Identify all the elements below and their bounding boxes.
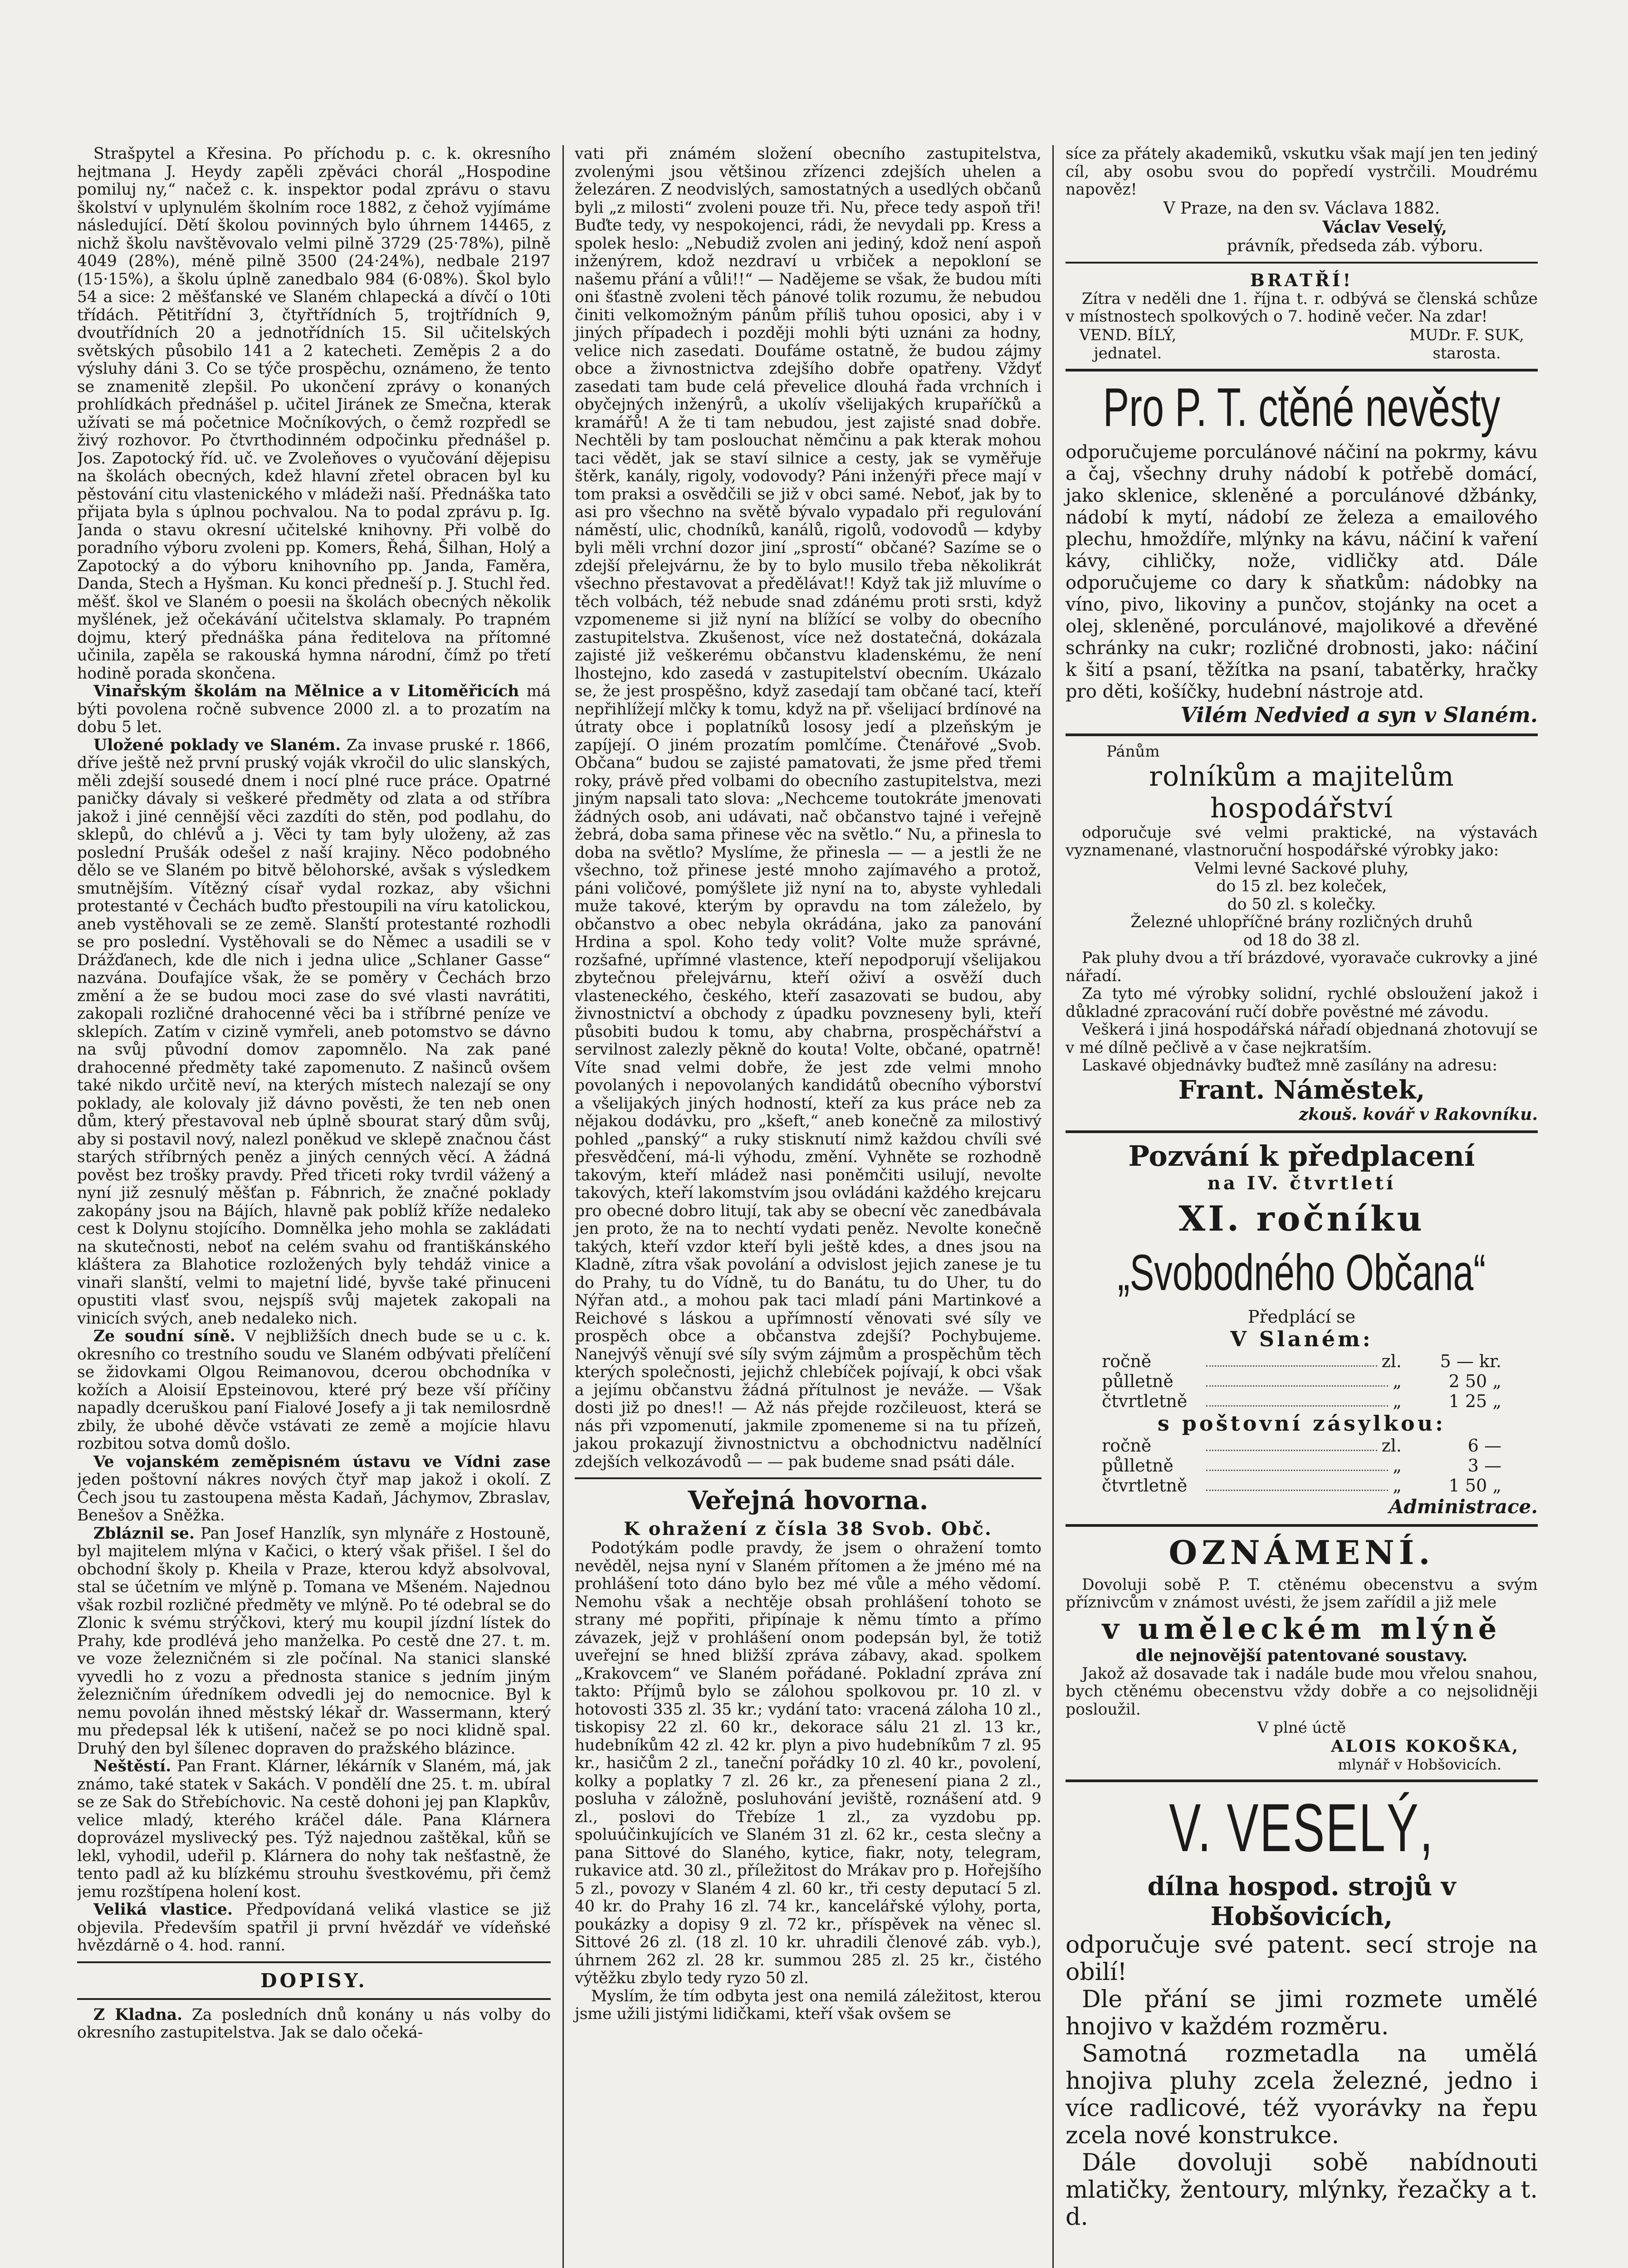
signature-name: Václav Veselý, bbox=[1322, 217, 1447, 237]
divider bbox=[1066, 1779, 1538, 1782]
price-value: 6 — bbox=[1467, 1435, 1501, 1456]
section-subtitle-ohrazeni: K ohražení z čísla 38 Svob. Obč. bbox=[624, 1518, 992, 1540]
article-moudremu: síce za přátely akademiků, vskutku však mají jen ten jediný cíl, aby osobu svou do popředí vystrčili. Moudrému napověz! bbox=[1066, 145, 1538, 199]
price-unit: „ bbox=[1393, 1455, 1402, 1476]
column-1 bbox=[77, 145, 562, 2268]
article-heading: Ze soudní síně. bbox=[93, 1327, 235, 1345]
article-vlastice bbox=[77, 1901, 551, 1955]
price-label: půlletně bbox=[1102, 1455, 1173, 1476]
ad-title-pozvani: Pozvání k předplacení bbox=[1128, 1139, 1475, 1173]
article-heading: Veliká vlastice. bbox=[93, 1901, 233, 1919]
ad-signature-kokoska-place: mlynář v Hobšovicích. bbox=[1338, 1756, 1501, 1773]
price-value: 3 — bbox=[1467, 1455, 1501, 1476]
ad-line: Pak pluhy dvou a tří brázdové, vyoravače cukrovky a jiné nářadí. bbox=[1066, 949, 1538, 985]
signature-left-name: VEND. BÍLÝ, bbox=[1079, 326, 1177, 344]
divider bbox=[1066, 1524, 1538, 1527]
article-ulozene-poklady bbox=[77, 737, 551, 1328]
price-row bbox=[1102, 1476, 1501, 1496]
notice-title: BRATŘÍ! bbox=[1250, 269, 1354, 290]
ad-signature-place: zkouš. kovář v Rakovníku. bbox=[1299, 1105, 1538, 1124]
ad-line: Veškerá i jiná hospodářská nářadí objednaná zhotovují se v mé dílně pečlivě a v čase nejkratším. bbox=[1066, 1021, 1538, 1057]
article-heading: Zbláznil se. bbox=[93, 1524, 195, 1543]
price-list-post bbox=[1066, 1436, 1538, 1496]
ad-line: Železné uhlopříčné brány rozličných druhů bbox=[1130, 913, 1473, 931]
dateline: V Praze, na den sv. Václava 1882. bbox=[1163, 199, 1440, 218]
notice-text: Zítra v neděli dne 1. října t. r. odbývá se členská schůze v místnostech spolkových o 7. hodině večer. Na zdar! bbox=[1066, 289, 1538, 326]
article-text: Za posledních dnů konány u nás volby do okresního zastupitelstva. Jak se dalo očeká- bbox=[77, 2005, 551, 2042]
price-unit: „ bbox=[1393, 1391, 1402, 1411]
article-school-conference bbox=[77, 145, 551, 683]
ad-line: Laskavé objednávky buďtež mně zasílány na adresu: bbox=[1082, 1056, 1497, 1075]
ad-subtitle-mlyn: dle nejnovější patentované soustavy. bbox=[1135, 1646, 1468, 1665]
ad-title-rocnik: XI. ročníku bbox=[1178, 1198, 1425, 1239]
ad-label-s-postou: s poštovní zásylkou: bbox=[1157, 1411, 1446, 1436]
ad-nevesty bbox=[1066, 378, 1538, 727]
price-unit: zl. bbox=[1381, 1351, 1402, 1371]
price-value: 1 25 „ bbox=[1448, 1391, 1501, 1411]
price-dots bbox=[1206, 1436, 1377, 1451]
ad-title-svobodny-obcan: „Svobodného Občana“ bbox=[1117, 1244, 1486, 1301]
price-list-local bbox=[1066, 1351, 1538, 1411]
price-label: čtvrtletně bbox=[1102, 1391, 1188, 1411]
signature-left-role: jednatel. bbox=[1094, 344, 1162, 362]
article-zblaznil-se bbox=[77, 1525, 551, 1758]
price-value: 1 50 „ bbox=[1448, 1475, 1501, 1496]
ad-title-mlyn: v uměleckém mlýně bbox=[1102, 1612, 1501, 1646]
signature-left bbox=[1079, 326, 1176, 362]
signature-right-name: MUDr. F. SUK, bbox=[1409, 326, 1524, 344]
divider bbox=[77, 1961, 551, 1963]
price-row bbox=[1102, 1456, 1501, 1476]
ad-signature-kokoska: ALOIS KOKOŠKA, bbox=[1331, 1737, 1520, 1756]
ad-vesely bbox=[1066, 1789, 1538, 2231]
ad-rolnikum bbox=[1066, 743, 1538, 1124]
price-unit: „ bbox=[1393, 1371, 1402, 1391]
price-value: 5 — kr. bbox=[1440, 1351, 1501, 1371]
signature-right bbox=[1409, 326, 1524, 362]
ad-subtitle-vesely: dílna hospod. strojů v Hobšovicích, bbox=[1147, 1872, 1456, 1931]
column-3 bbox=[1052, 145, 1538, 2268]
price-dots bbox=[1206, 1476, 1388, 1491]
ad-line: od 18 do 38 zl. bbox=[1243, 931, 1360, 949]
price-label: čtvrtletně bbox=[1102, 1475, 1188, 1496]
price-label: ročně bbox=[1102, 1435, 1152, 1456]
article-text: má býti povolena ročně subvence 2000 zl. a to prozatím na dobu 5 let. bbox=[77, 682, 551, 736]
ad-signature-rolnikum: Frant. Náměstek, bbox=[1178, 1075, 1425, 1105]
ad-subtitle-ctvrtleti: na IV. čtvrtletí bbox=[1207, 1172, 1396, 1194]
ad-signature-nevesty: Vilém Nedvied a syn v Slaném. bbox=[1180, 702, 1538, 727]
price-unit: zl. bbox=[1381, 1435, 1402, 1456]
ad-text-vesely: Dle přání se jimi rozmete umělé hnojivo v každém rozměru. bbox=[1066, 1986, 1538, 2040]
article-text: V nejbližších dnech bude se u c. k. okresního co trestního soudu ve Slaném odbývati přelíčení se židovkami Olgou Reimanovou, dcerou obchodníka v kožích a Aloisií Epsteinovou, které prý beze vší příčiny napadly dceruškou paní Fialové Josefy a ji tak nemilosrdně zbily, že ubohé děvče vstávati ze země a mojície hlavu rozbitou sotva domů došlo. bbox=[77, 1327, 551, 1453]
ad-line: Za tyto mé výrobky solidní, rychlé obsloužení jakož i důkladné zpracování ručí dobře pověstné mé závodu. bbox=[1066, 985, 1538, 1021]
ad-line: Velmi levné Sackové pluhy, bbox=[1194, 859, 1409, 878]
divider bbox=[77, 1998, 551, 2000]
article-heading: Vinařským školám na Mělnice a v Litoměřicích bbox=[93, 682, 519, 700]
article-nestesti bbox=[77, 1758, 551, 1901]
price-dots bbox=[1206, 1371, 1388, 1387]
page-columns bbox=[77, 145, 1542, 2268]
article-soudni-sin bbox=[77, 1328, 551, 1453]
divider bbox=[575, 1477, 1041, 1479]
ad-text-rolnikum: odporučuje své velmi praktické, na výstavách vyznamenané, vlastnoruční hospodářské výrobky jako: bbox=[1066, 823, 1538, 860]
article-text: Pan Frant. Klárner, lékárník v Slaném, má, jak známo, také statek v Sakách. V pondělí dne 25. t. m. ubíral se ze Sak do Střebíchovic. Na cestě dohoni jej pan Klapkův, velice mladý, kterého kráčel dále. Pana Klárnera doprovázel myslivecký pes. Týž najednou zaštěkal, kůň se lekl, vyhodil, udeřil p. Klárnera do nohy tak nešťastně, že tento padl až ku blízkému strouhu švestkovému, při čemž jemu rozštípena holení kost. bbox=[77, 1757, 551, 1901]
article-vinarske-skoly bbox=[77, 683, 551, 737]
ad-text-oznameni-2: Jakož až dosavade tak i nadále bude mou vřelou snahou, bych ctěnému obecenstvu vždy dobře a co nejsolidněji posloužil. bbox=[1066, 1664, 1538, 1719]
article-text: Pan Josef Hanzlík, syn mlynáře z Hostouně, byl majitelem mlýna v Kačici, o který však přišel. I šel do obchodní školy p. Kheila v Praze, kterou když absolvoval, stal se účetním ve mlýně p. Tomana ve Mšeném. Najednou však rozbil rozličné předměty ve mlýně. Po té odebral se do Zlonic k svému strýčkovi, který mu koupil jízdní lístek do Prahy, kde prodlévá jeho manželka. Po cestě dne 27. t. m. ve voze železničném si zle počínal. Na stanici slanské vyvedli ho z vozu a přednosta stanice s jedním jiným železničním úředníkem odvedli jej do nemocnice. Byl k nemu povolán ihned městský lékař dr. Wassermann, který mu předepsal lék k utišení, načež se po noci klidně spal. Druhý den byl šílenec dopraven do pražského blázince. bbox=[77, 1524, 551, 1758]
ad-predplatne bbox=[1066, 1139, 1538, 1518]
article-heading: Uložené poklady ve Slaném. bbox=[93, 736, 341, 754]
ad-signature-administrace: Administrace. bbox=[1388, 1495, 1538, 1518]
ad-text-oznameni: Dovoluji sobě P. T. ctěnému obecenstvu a svým příznivcům v známost uvésti, že jsem zařídil a již mele bbox=[1066, 1575, 1538, 1612]
ad-text-predplaci: Předplácí se bbox=[1247, 1306, 1356, 1327]
divider bbox=[1066, 262, 1538, 264]
article-ohrazeni-closing: Myslím, že tím odbyta jest ona nemilá záležitost, kterou jsme užili jistými lidičkami, kteří však ovšem se bbox=[575, 1987, 1041, 2023]
ad-title-vesely: V. VESELÝ, bbox=[1169, 1789, 1434, 1866]
ad-label-ve-slanem: V Slaném: bbox=[1230, 1326, 1373, 1351]
price-unit: „ bbox=[1393, 1475, 1402, 1496]
article-heading: Z Kladna. bbox=[93, 2005, 183, 2024]
article-zemepisny-ustav bbox=[77, 1453, 551, 1525]
signature-role: právník, předseda záb. výboru. bbox=[1227, 236, 1483, 255]
notice-signatures bbox=[1066, 326, 1538, 362]
ad-closing: V plné úctě bbox=[1257, 1719, 1346, 1737]
article-z-kladna bbox=[77, 2006, 551, 2042]
article-text: jeden poštovní nákres nových čtyř map jakož i okolí. Z Čech jsou tu zastoupena města Kadaň, Jáchymov, Zbraslav, Benešov a Sněžka. bbox=[77, 1471, 551, 1525]
price-row bbox=[1102, 1371, 1501, 1391]
ad-title-oznameni: OZNÁMENÍ. bbox=[1168, 1533, 1435, 1572]
price-value: 2 50 „ bbox=[1448, 1371, 1501, 1391]
price-row bbox=[1102, 1436, 1501, 1456]
ad-title-nevesty: Pro P. T. ctěné nevěsty bbox=[1103, 376, 1501, 438]
price-label: ročně bbox=[1102, 1351, 1152, 1371]
divider bbox=[1066, 1130, 1538, 1133]
article-text: Předpovídaná veliká vlastice se již objevila. Především spatřil ji první hvězdář ve vídeňské hvězdárně o 4. hod. ranní. bbox=[77, 1901, 551, 1955]
column-2 bbox=[562, 145, 1052, 2268]
article-kladno-continued: vati při známém složení obecního zastupitelstva, zvolenými jsou většinou zřízenci zdejších uhelen a železáren. Z neodvislých, samostatných a usedlých občanů byli „z milosti“ zvoleni pouze tři. Nu, přece tedy aspoň tři! Buďte tedy, vy nespokojenci, rádi, že nevydali pp. Kress a spolek heslo: „Nebudiž zvolen ani jediný, kdož není aspoň inženýrem, kdož nezdraví u vrbiček a nepokloní se našemu přání a vůli!!“ — Nadějeme se však, že budou míti oni šťastně zvoleni těch pánové tolik rozumu, že nebudou činiti velkomožným pánům příliš tuhou oposici, aby i v jiných případech i později mohli býti uznáni za hodny, velice nich zasedati. Doufáme ostatně, že budou zájmy obce a živnostnictva zdejšího dobře opatřeny. Vždyť zasedati tam bude celá převelice dlouhá řada vrchních i obyčejných inženýrů, a ukolív všelijakých krupaříčků a kramářů! A že ti tam nebudou, jest zajisté snad dobře. Nechtěli by tam poslouchat němčinu a pak kterak mohou taci vědět, jak se staví silnice a cesty, jak se vyměřuje štěrk, kanály, rigoly, vodovody? Páni inženýři přece mají v tom praksi a osvědčili se již v obci samé. Neboť, jak by to asi pro všechno na světě bývalo vypadalo při regulování náměstí, ulic, chodníků, kanálů, rigolů, vodovodů — kdyby byli měli vrchní dozor jiní „sprostí“ občané? Sazíme se o zdejší přelejvárnu, že by to bylo musilo třeba několikrát všechno přestavovat a předělávat!! Když tak již mluvíme o těch volbách, též nebude snad zdánému proti srsti, když vzpomeneme si již nyní na blížící se volby do obecního zastupitelstva. Zkušenost, více než dostatečná, dokázala zajisté již veškerému občanstvu kladenskému, že není lhostejno, kdo zasedá v zastupitelství obecním. Ukázalo se, že jest prospěšno, když zasedají tam občané tací, kteří nepřihlížejí mlčky k tomu, když na př. všelijací brdínové na útraty obce i poplatníků lososy jedí a plzeňským je zapíjejí. O jiném prozatím pomlčíme. Čtenářové „Svob. Občana“ budou se zajisté pamatovati, že jsme před třemi roky, právě před volbami do obecního zastupitelstva, mezi jiným napsali tato slova: „Nechceme toutokráte jmenovati žádných osob, ani udávati, nač občanstvo tajné i veřejně žebrá, doba sama přinese věc na světlo.“ Nu, a přinesla to doba na světlo? Myslíme, že přinesla — — a jestli že ne všechno, tož přinese jesté mnoho zajímavého a protož, páni voličové, pomýšlete již nyní na to, abyste vyhledali muže takové, kterým by opravdu na tom záleželo, by občanstvo a obec nebyla okrádána, jako za panování Hrdina a spol. Koho tedy volit? Volte muže správné, rozšafné, upřímné vlastence, kteří nepodporují všelijakou zbytečnou přelejvárnu, kteří oživí a osvěží duch vlasteneckého, českého, kteří zasazovati se budou, aby živnostnictví a obchody z úpadku povzneseny byli, kteří působiti budou k tomu, aby chabrna, prospěchářství a servilnost zalezly pěkně do kouta! Volte, občané, opatrně! Víte snad velmi dobře, že jest zde velmi mnoho povolaných i nepovolaných kandidátů obecního výborství a všelijakých jiných hodností, kteří za kus práce neb za nějakou dodávku, pro „kšeft,“ aneb konečně za milostivý pohled „panský“ a ruky stisknutí nimž každou chvíli své přesvědčení, má-li výhodu, změní. Vyhněte se rozhodně takovým, kteří mládež nasi poněmčiti usilují, nevolte takových, kteří lakomstvím jsou ovládáni každého krejcaru pro obecné dobro litují, tak aby se obecní věc zanedbávala jen proto, že na to nechtí vydati peněz. Nevolte konečně takých, kteří vzdor kteří byli ještě kdes, a dnes jsou na Kladně, zítra však povolání a odvislost jejich zanese je tu do Prahy, tu do Vídně, tu do Banátu, tu do Uher, tu do Nýřan atd., a mohou pak taci mladí páni Martinkové a Reichové s láskou a upřímností věnovati své síly ve prospěch obce a občanstva zdejší? Pochybujeme. Nanejvýš věnují své síly svým zájmům a prospěchům těch kterých společnosti, jejichž chlebíček pojívají, k obci však a jejímu občanstvu žádná přítulnost je neváže. — Však dosti již po dnes!! — Až nás přejde rozčileuost, která se nás při vzpomenutí, jakmile zpomeneme si na tu přízeň, jakou prokazují živnostnictvu a obchodnictvu nadělnící zdejších velkozávodů — — pak budeme snad psáti dále. bbox=[575, 145, 1041, 1471]
ad-text-vesely: odporučuje své patent. secí stroje na obilí! bbox=[1066, 1931, 1538, 1986]
ad-salutation: Pánům bbox=[1106, 742, 1160, 761]
notice-bratri bbox=[1066, 270, 1538, 362]
price-row bbox=[1102, 1391, 1501, 1411]
ad-text-vesely: Samotná rozmetadla na umělá hnojiva pluhy zcela železné, jedno i více radlicové, též vyorávky na řepu zcela nové konstrukce. bbox=[1066, 2040, 1538, 2149]
section-title-dopisy: DOPISY. bbox=[260, 1969, 367, 1992]
article-text: Za invase pruské r. 1866, dříve ještě než první pruský voják vkročil do ulic slanských, měli zdejší sousedé dnem i nocí plné ruce práce. Opatrné paničky dávaly si veškeré předměty od zlata a od stříbra jakož i jiné cennější věci zazdíti do stěn, pod podlahu, do sklepů, do chlévů a j. Věci ty tam byly uloženy, až zas poslední Prušák odešel z naší krajiny. Něco podobného dělo se ve Slaném po bitvě bělohorské, avšak s výsledkem smutnějším. Vítězný císař vydal rozkaz, aby všichni protestanté v Čechách buďto přestoupili na víru katolickou, aneb vystěhovali se ze země. Slanští protestanté rozhodli se pro poslední. Vystěhovali se do Němec a usadili se v Drážďanech, kde dle nich i jedna ulice „Schlaner Gasse“ nazvána. Doufajíce však, že se poměry v Čechách brzo změní a že se budou moci zase do své vlasti navrátiti, zakopali rozličné drahocenné věci ba i stříbrné peníze ve sklepích. Zatím v cizině vymřeli, aneb potomstvo se dávno na svůj původní domov zapomnělo. Na zak pané drahocenné předměty také zapomenuto. Z našinců ovšem také nikdo určitě neví, na kterých místech nalezají se ony poklady, ale kolovaly již dávno pověsti, že ten neb onen dům, který přestavoval neb úplně sbourat starý dům svůj, aby si postavil nový, nalezl poněkud ve sklepě značnou část starých stříbrných peněz a jiných cenných věcí. A žádná pověst bez trošky pravdy. Před třiceti roky tvrdil vážený a nyní již zesnulý měšťan p. Fábnrich, že značné poklady zakopány jsou na Bájích, hlavně pak poblíž kříže nedaleko cest k Dolynu stojícího. Domnělka jeho mohla se zakládati na skutečnosti, neboť na celém svahu od františkánského kláštera za Blahotice rozložených byly tehdáž vinice a vinaři slanští, velmi to majetní lidé, byvše také přinuceni opustiti vlasť svou, nejspíš svůj majetek zakopali na vinicích svých, aneb nedaleko nich. bbox=[77, 736, 551, 1328]
price-dots bbox=[1206, 1391, 1388, 1407]
signature-right-role: starosta. bbox=[1432, 344, 1501, 362]
ad-line: do 50 zl. s kolečky. bbox=[1227, 895, 1376, 914]
divider bbox=[1066, 369, 1538, 371]
ad-text-vesely: Dále dovoluji sobě nabídnouti mlatičky, žentoury, mlýnky, řezačky a t. d. bbox=[1066, 2149, 1538, 2231]
ad-oznameni bbox=[1066, 1533, 1538, 1774]
price-dots bbox=[1206, 1456, 1388, 1471]
article-heading: Neštěstí. bbox=[93, 1757, 171, 1775]
article-heading: Ve vojanském zeměpisném ústavu ve Vídni zase bbox=[93, 1452, 551, 1471]
divider bbox=[1066, 733, 1538, 736]
article-ohrazeni-text: Podotýkám podle pravdy, že jsem o ohražení tomto nevěděl, nejsa nyní v Slaném přítomen a že jméno mé na prohlášení toto dáno bylo bez mé vůle a mého vědomí. Nemohu však a nechtěje obsah prohlášení tohoto se strany mé popřiti, připínaje k němu tímto a přímo závazek, jejž v prohlášení onom podepsán byl, že totiž uveřejní se hned bližší zpráva zábavy, akad. spolkem „Krakovcem“ ve Slaném pořádané. Pokladní zpráva zní takto: Příjmů bylo se zálohou spolkovou pr. 10 zl. v hotovosti 335 zl. 35 kr.; vydání tato: vracená záloha 10 zl., tiskopisy 22 zl. 60 kr., dekorace sálu 21 zl. 13 kr., hudebníkům 42 zl. 42 kr. plyn a pivo hudebníkům 7 zl. 95 kr., hasičům 2 zl., taneční pořádky 10 zl. 40 kr., povolení, kolky a poplatky 7 zl. 26 kr., za přenesení piana 2 zl., posluha v záložně, posluhování jeviště, roznášení atd. 9 zl., poslovi do Třebíze 1 zl., za vyzdobu pp. spoluúčinkujících ve Slaném 31 zl. 62 kr., cesta slečny a pana Sittové do Slaného, kytice, fiakr, noty, telegram, rukavice atd. 30 zl., příležitost do Mrákav pro p. Hořejšího 5 zl., povozy v Slaném 4 zl. 60 kr., tři cesty deputací 5 zl. 40 kr. do Prahy 16 zl. 74 kr., kancelářské výlohy, porta, poukázky a dopisy 9 zl. 72 kr., příspěvek na věnec sl. Sittové 26 zl. (18 zl. 10 kr. uhradili členové záb. vyb.), úhrnem 262 zl. 28 kr. summou 285 zl. 25 kr., čistého výtěžku zbylo tedy ryzo 50 zl. bbox=[575, 1539, 1041, 1987]
price-row bbox=[1102, 1351, 1501, 1371]
article-text: Strašpytel a Křesina. Po příchodu p. c. k. okresního hejtmana J. Heydy zapěli zpěváci chorál „Hospodine pomiluj ny,“ načež c. k. inspektor podal zprávu o stavu školství v uplynulém školním roce 1882, z čehož vyjímáme následující. Dětí školou povinných bylo úhrnem 14465, z nichž školu navštěvovalo velmi pilně 3729 (25·78%), pilně 4049 (28%), méně pilně 3500 (24·24%), nedbale 2197 (15·15%), a školu úplně zanedbalo 984 (6·08%). Škol bylo 54 a sice: 2 měšťanské ve Slaném chlapecká a dívčí o 10ti třídách. Pětitřídní 3, čtyřtřídních 5, trojtřídních 9, dvoutřídních 20 a jednotřídních 15. Sil učitelských světských působilo 141 a 2 katecheti. Zeměpis 2 a do výsluhy dáni 3. Co se týče prospěchu, oznámeno, že tento se znamenitě zlepšil. Po ukončení zprávy o konaných prohlídkách přednášel p. učitel Jiránek ze Smečna, kterak užívati se má početnice Močníkových, o čemž rozpředl se živý rozhovor. Po čtvrthodinném odpočinku přednášel p. Jos. Zapotocký říd. uč. ve Zvoleňoves o vyučování dějepisu na školách obecných, kdež hlavní zřetel obracen byl ku pěstování citu vlastenického v mládeži naší. Přednáška tato přijata byla s úplnou pochvalou. Na to podal zprávu p. Ig. Janda o stavu okresní učitelské knihovny. Při volbě do poradního výboru zvoleni pp. Komers, Řehá, Šilhan, Holý a Zapotocký a do výboru knihovního pp. Janda, Faměra, Danda, Stech a Hyšman. Ku konci předneší p. J. Stuchl řed. měšť. škol ve Slaném o poesii na školách obecných několik myšlének, jež očekávání učitelstva sklamaly. Po trapném dojmu, který přednáška pána ředitelova na přítomné učinila, zapěla se rakouská hymna národní, čímž po třetí hodině porada skončena. bbox=[77, 145, 551, 683]
price-dots bbox=[1206, 1351, 1377, 1367]
section-title-verejna-hovorna: Veřejná hovorna. bbox=[688, 1486, 929, 1515]
ad-text-nevesty: odporučujeme porculánové náčiní na pokrmy, kávu a čaj, všechny druhy nádobí k potřebě domácí, jako sklenice, skleněné a porculánové džbánky, nádobí k mytí, nádobí ze železa a emailového plechu, hmoždíře, mlýnky na kávu, náčiní k vaření kávy, cihličky, nože, vidličky atd. Dále odporučujeme co dary k sňatkům: nádobky na víno, pivo, likoviny a punčov, stojánky na ocet a olej, skleněné, porculánové, majolikové a dřevěné schránky na cukr; rozličné drobnosti, jako: náčiní k šití a psaní, těžítka na psaní, tabatěrky, hračky pro děti, košíčky, hudební nástroje atd. bbox=[1066, 441, 1538, 702]
ad-title-rolnikum: rolníkům a majitelům hospodářství bbox=[1149, 760, 1454, 824]
price-label: půlletně bbox=[1102, 1371, 1173, 1391]
ad-line: do 15 zl. bez koleček, bbox=[1216, 877, 1387, 895]
